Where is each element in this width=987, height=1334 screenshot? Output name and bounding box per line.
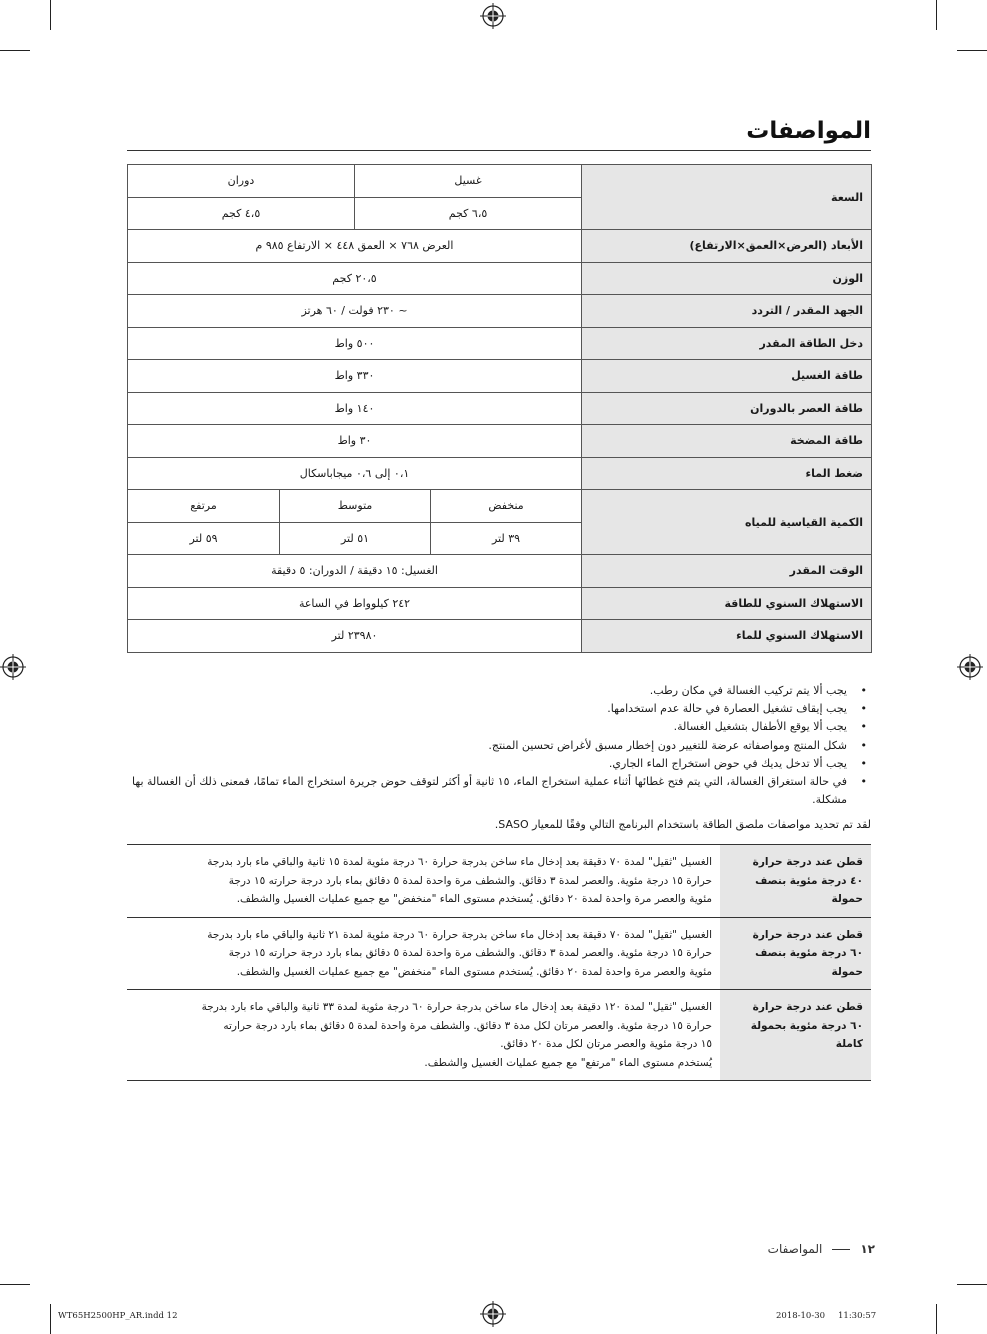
crop-mark [50,1304,51,1334]
row-label: الجهد المقدر / التردد [582,295,872,328]
row-value: الغسيل: ١٥ دقيقة / الدوران: ٥ دقيقة [128,555,582,588]
row-label: الأبعاد (العرض×العمق×الارتفاع) [582,230,872,263]
crop-mark [50,0,51,30]
row-label: طاقة الغسيل [582,360,872,393]
table-row [128,490,872,523]
row-value: العرض ٧٦٨ × العمق ٤٤٨ × الارتفاع ٩٨٥ م [128,230,582,263]
row-value: ٣٣٠ واط [128,360,582,393]
table-row [127,845,871,918]
print-time: 11:30:57 [838,1311,877,1321]
registration-mark-icon [957,654,983,680]
table-row [128,262,872,295]
title-divider [127,150,871,151]
list-item: • يجب ألا يتم تركيب الغسالة في مكان رطب. [127,682,871,700]
print-date: 2018-10-30 [776,1311,826,1321]
footer-section: المواصفات [767,1242,823,1256]
notes-list [127,682,871,809]
page-number: ١٢ [860,1242,875,1256]
table-row [128,425,872,458]
table-row [128,392,872,425]
row-label: الاستهلاك السنوي للماء [582,620,872,653]
row-label: طاقة المضخة [582,425,872,458]
row-label: الوزن [582,262,872,295]
crop-mark [0,50,30,51]
table-row [127,990,871,1081]
specifications-table [127,164,872,653]
cycle-label: قطن عند درجة حرارة ٤٠ درجة مئوية بنصف حمولة [720,845,871,918]
row-label: دخل الطاقة المقدر [582,327,872,360]
table-row [128,360,872,393]
row-value: ٣٠ واط [128,425,582,458]
cycle-label: قطن عند درجة حرارة ٦٠ درجة مئوية بنصف حمولة [720,917,871,990]
wash-header: غسيل [355,165,582,198]
registration-mark-icon [480,3,506,29]
row-label: الوقت المقدر [582,555,872,588]
row-value: ٢٤٢ كيلوواط في الساعة [128,587,582,620]
cycle-description: الغسيل "ثقيل" لمدة ٧٠ دقيقة بعد إدخال ماء ساخن بدرجة حرارة ٦٠ درجة مئوية لمدة ١٥ ثانية والباقي ماء بارد بدرجة حرارة ١٥ درجة مئوية. والعصر لمدة ٣ دقائق. والشطف مرة واحدة لمدة ٥ دقائق بماء بارد درجة حرارته ١٥ درجة مئوية والعصر مرة واحدة لمدة ٢٠ دقائق. يُستخدم مستوى الماء "منخفض" مع جميع عمليات الغسيل والشطف. [207,856,712,905]
water-level-high: مرتفع [128,490,280,523]
list-item: • يجب ألا يوقع الأطفال بتشغيل الغسالة. [127,718,871,736]
cycle-description: الغسيل "ثقيل" لمدة ١٢٠ دقيقة بعد إدخال ماء ساخن بدرجة حرارة ٦٠ درجة مئوية لمدة ٣٣ ثانية والباقي ماء بارد بدرجة حرارة ١٥ درجة مئوية. والعصر مرتان لكل مدة ٣ دقائق. والشطف مرة واحدة لمدة ٥ دقائق بماء بارد درجة حرارته ١٥ درجة مئوية والعصر مرتان لكل مدة ٢٠ دقائق. يُستخدم مستوى الماء "مرتفع" مع جميع عمليات الغسيل والشطف. [201,1001,712,1069]
registration-mark-icon [0,654,26,680]
water-value-medium: ٥١ لتر [280,522,431,555]
row-value: ٥٠٠ واط [128,327,582,360]
row-value: ٢٣٩٨٠ لتر [128,620,582,653]
cycle-label: قطن عند درجة حرارة ٦٠ درجة مئوية بحمولة كاملة [720,990,871,1081]
row-label: طاقة العصر بالدوران [582,392,872,425]
table-row [128,587,872,620]
row-value: ٠،١ إلى ٠،٦ ميجاباسكال [128,457,582,490]
saso-note: لقد تم تحديد مواصفات ملصق الطاقة باستخدام البرنامج التالي وفقًا للمعيار SASO. [494,818,871,831]
dry-header: دوران [128,165,355,198]
table-row [127,917,871,990]
cycle-description: الغسيل "ثقيل" لمدة ٧٠ دقيقة بعد إدخال ماء ساخن بدرجة حرارة ٦٠ درجة مئوية لمدة ٢١ ثانية والباقي ماء بارد بدرجة حرارة ١٥ درجة مئوية. والعصر لمدة ٣ دقائق. والشطف مرة واحدة لمدة ٥ دقائق بماء بارد درجة حرارته ١٥ درجة مئوية والعصر مرة واحدة لمدة ٢٠ دقائق. يُستخدم مستوى الماء "منخفض" مع جميع عمليات الغسيل والشطف. [207,928,712,978]
water-level-low: منخفض [431,490,582,523]
row-label: ضغط الماء [582,457,872,490]
print-file-name: WT65H2500HP_AR.indd 12 [58,1311,178,1321]
row-label: السعة [582,165,872,230]
row-label: الاستهلاك السنوي للطاقة [582,587,872,620]
table-row [128,555,872,588]
dry-capacity: ٤،٥ كجم [128,197,355,230]
row-label: الكمية القياسية للمياه [582,490,872,555]
list-item: • يجب ألا تدخل يديك في حوض استخراج الماء الجاري. [127,755,871,773]
row-value: ٢٠،٥ كجم [128,262,582,295]
crop-mark [0,1284,30,1285]
table-row [128,230,872,263]
table-row [128,327,872,360]
table-row [128,457,872,490]
row-value: ١٤٠ واط [128,392,582,425]
page-footer [768,1242,875,1256]
wash-capacity: ٦،٥ كجم [355,197,582,230]
energy-label-cycles-table [127,844,871,1081]
row-value: ~ ٢٣٠ فولت / ٦٠ هرتز [128,295,582,328]
footer-dash [832,1249,850,1250]
crop-mark [957,1284,987,1285]
water-value-low: ٣٩ لتر [431,522,582,555]
table-row [128,295,872,328]
crop-mark [936,0,937,30]
list-item: • يجب إيقاف تشغيل العصارة في حالة عدم استخدامها. [127,700,871,718]
crop-mark [936,1304,937,1334]
page-title: المواصفات [746,118,871,144]
registration-mark-icon [480,1301,506,1327]
table-row [128,620,872,653]
list-item: • شكل المنتج ومواصفاته عرضة للتغيير دون إخطار مسبق لأغراض تحسين المنتج. [127,737,871,755]
water-level-medium: متوسط [280,490,431,523]
table-row [128,165,872,198]
crop-mark [957,50,987,51]
water-value-high: ٥٩ لتر [128,522,280,555]
list-item: • في حالة استغراق الغسالة، التي يتم فتح غطائها أثناء عملية استخراج الماء، ١٥ ثانية أو أكثر لتوقف حوض جريرة استخراج الماء تمامًا، فمعنى ذلك أن الغسالة بها مشكلة. [127,773,871,809]
